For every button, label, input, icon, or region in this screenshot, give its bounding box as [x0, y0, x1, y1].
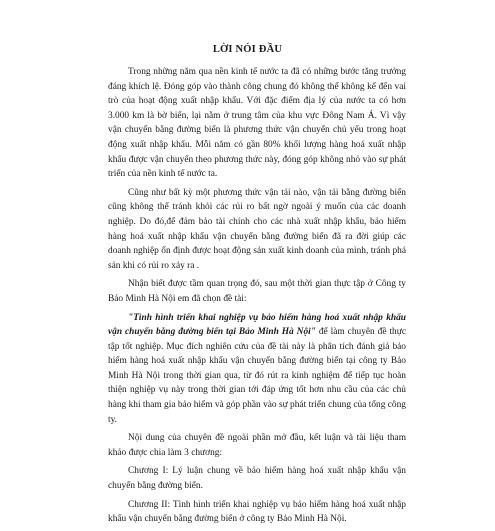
paragraph-importance [108, 277, 406, 306]
topic-title: "Tình hình triển khai nghiệp vụ bảo hiểm hàng hoá xuất nhập khẩu vận chuyển bằng đường biển tại Bảo Minh Hà Nội" [108, 312, 406, 338]
paragraph-topic-text: để làm chuyên đề thực tập tốt nghiệp. Mục đích nghiên cứu của đề tài này là phân tích đánh giá bảo hiểm hàng hoá xuất nhập khẩu vận chuyển bằng đường biển tại công ty Bảo Minh Hà Nội trong thời gian qua, từ đó rút ra kinh nghiệm để tiếp tục hoàn thiện nghiệp vụ này trong thời gian tới đáp ứng tốt hơn nhu cầu của các chủ hàng khi tham gia bảo hiểm và góp phần vào sự phát triển chung của tổng công ty. [108, 327, 406, 425]
paragraph-risk-text: Cũng như bất kỳ một phương thức vận tải nào, vận tải bằng đường biển cũng không thể tránh khỏi các rủi ro bất ngờ ngoài ý muốn của các doanh nghiệp. Do đó,để đảm bảo tài chính cho các nhà xuất nhập khẩu, bảo hiểm hàng hoá xuất nhập khẩu vận chuyển bằng đường biển đã ra đời giúp các doanh nghiệp ổn định được hoạt động sản xuất kinh doanh của mình, tránh phá sản khi có rủi ro xảy ra . [108, 187, 406, 271]
paragraph-importance-text: Nhận biết được tầm quan trọng đó, sau một thời gian thực tập ở Công ty Bảo Minh Hà Nội em đã chọn đề tài: [108, 279, 406, 304]
paragraph-intro-text: Trong những năm qua nền kinh tế nước ta đã có những bước tăng trưởng đáng khích lệ. Đóng góp vào thành công chung đó không thể không kể đến vai trò của hoạt động xuất nhập khẩu. Với đặc điểm địa lý của nước ta có hơn 3.000 km là bờ biển, lại nằm ở trung tâm của khu vực Đông Nam Á. Vì vậy vận chuyển bằng đường biển là phương thức vận chuyển chủ yếu trong hoạt động xuất nhập khẩu. Mỗi năm có gần 80% khối lượng hàng hoá xuất nhập khẩu được vận chuyển theo phương thức này, đóng góp không nhỏ vào sự phát triển của nền kinh tế nước ta. [108, 67, 406, 180]
document-body [108, 65, 406, 531]
paragraph-structure [108, 431, 406, 460]
document-title: LỜI NÓI ĐẦU [212, 44, 283, 55]
paragraph-chapter-2-text: Chương II: Tình hình triển khai nghiệp vụ bảo hiểm hàng hoá xuất nhập khẩu vận chuyển bằng đường biển ở công ty Bảo Minh Hà Nội. [108, 499, 406, 525]
paragraph-chapter-2 [108, 498, 406, 527]
paragraph-risk [108, 186, 406, 274]
paragraph-chapter-1-text: Chương I: Lý luận chung về bảo hiểm hàng hoá xuất nhập khẩu vận chuyển bằng đường biển. [108, 466, 406, 492]
paragraph-chapter-1 [108, 464, 406, 493]
paragraph-intro [108, 65, 406, 182]
paragraph-topic [108, 311, 406, 428]
paragraph-structure-text: Nội dung của chuyên đề ngoài phần mở đầu, kết luận và tài liệu tham khảo được chia làm 3 chương: [108, 433, 406, 458]
